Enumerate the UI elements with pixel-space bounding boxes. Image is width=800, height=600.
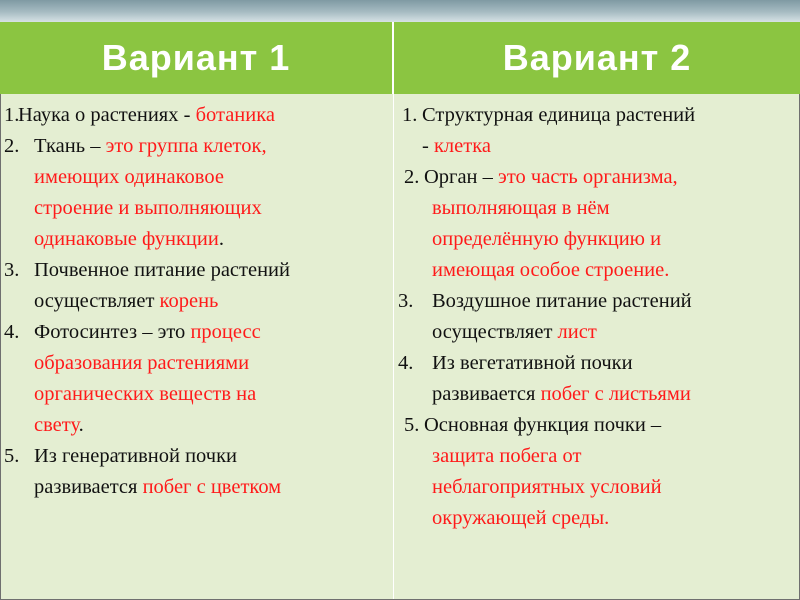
answer-text: неблагоприятных условий	[432, 476, 662, 498]
variant-1-list	[4, 22, 392, 600]
question-text: .	[78, 414, 84, 436]
item-text-line	[424, 162, 678, 193]
answer-text: корень	[159, 290, 219, 312]
question-text: Фотосинтез – это	[34, 321, 191, 343]
item-text-line	[34, 348, 249, 379]
item-text-line	[18, 100, 275, 131]
item-text-line	[34, 131, 267, 162]
header-variant-1: Вариант 1	[0, 22, 392, 94]
left-list-item-4	[4, 317, 392, 441]
question-text: осуществляет	[34, 290, 160, 312]
question-text: Ткань –	[34, 135, 106, 157]
answer-text: органических веществ на	[34, 383, 257, 405]
item-text-line	[34, 286, 218, 317]
question-text: развивается	[432, 383, 541, 405]
answer-text: побег с листьями	[540, 383, 691, 405]
item-text-line	[34, 472, 281, 503]
answer-text: это часть организма,	[498, 166, 678, 188]
item-number: 5.	[404, 414, 420, 436]
item-text-line	[432, 472, 662, 503]
item-number: 4.	[4, 321, 20, 343]
table-border-left	[0, 94, 1, 600]
item-number: 3.	[398, 290, 414, 312]
item-text-line	[34, 162, 224, 193]
answer-text: свету	[34, 414, 79, 436]
answer-text: имеющих одинаковое	[34, 166, 224, 188]
item-number: 4.	[398, 352, 414, 374]
item-text-line	[432, 379, 691, 410]
left-list-item-5	[4, 441, 392, 503]
item-text-line	[432, 224, 661, 255]
question-text: Из генеративной почки	[34, 445, 238, 467]
question-text: .	[218, 228, 224, 250]
item-number: 1.	[4, 104, 20, 126]
item-text-line	[34, 193, 262, 224]
slide-top-bar	[0, 0, 800, 22]
answer-text: это группа клеток,	[105, 135, 267, 157]
question-text: Почвенное питание растений	[34, 259, 290, 281]
item-text-line	[34, 379, 256, 410]
answer-text: определённую функцию и	[432, 228, 662, 250]
right-list-item-4	[398, 348, 798, 410]
left-list-item-3	[4, 255, 392, 317]
answer-text: выполняющая в нём	[432, 197, 610, 219]
question-text: Основная функция почки –	[424, 414, 662, 436]
item-text-line	[432, 348, 633, 379]
item-text-line	[422, 131, 491, 162]
answer-text: процесс	[190, 321, 261, 343]
right-list-item-3	[398, 286, 798, 348]
answer-text: окружающей среды.	[432, 507, 610, 529]
answer-text: лист	[557, 321, 597, 343]
item-number: 3.	[4, 259, 20, 281]
answer-text: побег с цветком	[142, 476, 282, 498]
question-text: Воздушное питание растений	[432, 290, 692, 312]
left-list-item-1	[4, 100, 392, 131]
answer-text: клетка	[433, 135, 491, 157]
left-list-item-2	[4, 131, 392, 255]
answer-text: образования растениями	[34, 352, 250, 374]
item-text-line	[34, 317, 261, 348]
question-text: Наука о растениях -	[18, 104, 196, 126]
item-number: 1.	[402, 104, 418, 126]
answer-text: строение и выполняющих	[34, 197, 262, 219]
item-number: 2.	[4, 135, 20, 157]
answer-text: защита побега от	[432, 445, 582, 467]
question-text: -	[422, 135, 434, 157]
right-list-item-5	[398, 410, 798, 534]
item-text-line	[422, 100, 695, 131]
answer-text: одинаковые функции	[34, 228, 219, 250]
answer-text: ботаника	[195, 104, 275, 126]
comparison-table	[0, 22, 800, 600]
item-text-line	[432, 255, 669, 286]
question-text: Орган –	[424, 166, 499, 188]
item-text-line	[424, 410, 661, 441]
item-text-line	[34, 224, 224, 255]
item-text-line	[34, 441, 237, 472]
item-text-line	[432, 317, 597, 348]
item-number: 2.	[404, 166, 420, 188]
item-text-line	[34, 255, 290, 286]
item-text-line	[432, 503, 609, 534]
item-text-line	[432, 441, 581, 472]
question-text: Структурная единица растений	[422, 104, 696, 126]
variant-2-list	[398, 22, 798, 600]
question-text: осуществляет	[432, 321, 558, 343]
right-list-item-2	[398, 162, 798, 286]
question-text: развивается	[34, 476, 143, 498]
item-text-line	[34, 410, 84, 441]
right-list-item-1	[398, 100, 798, 162]
answer-text: имеющая особое строение.	[432, 259, 670, 281]
item-text-line	[432, 286, 692, 317]
item-text-line	[432, 193, 610, 224]
item-number: 5.	[4, 445, 20, 467]
header-variant-2: Вариант 2	[394, 22, 800, 94]
question-text: Из вегетативной почки	[432, 352, 633, 374]
